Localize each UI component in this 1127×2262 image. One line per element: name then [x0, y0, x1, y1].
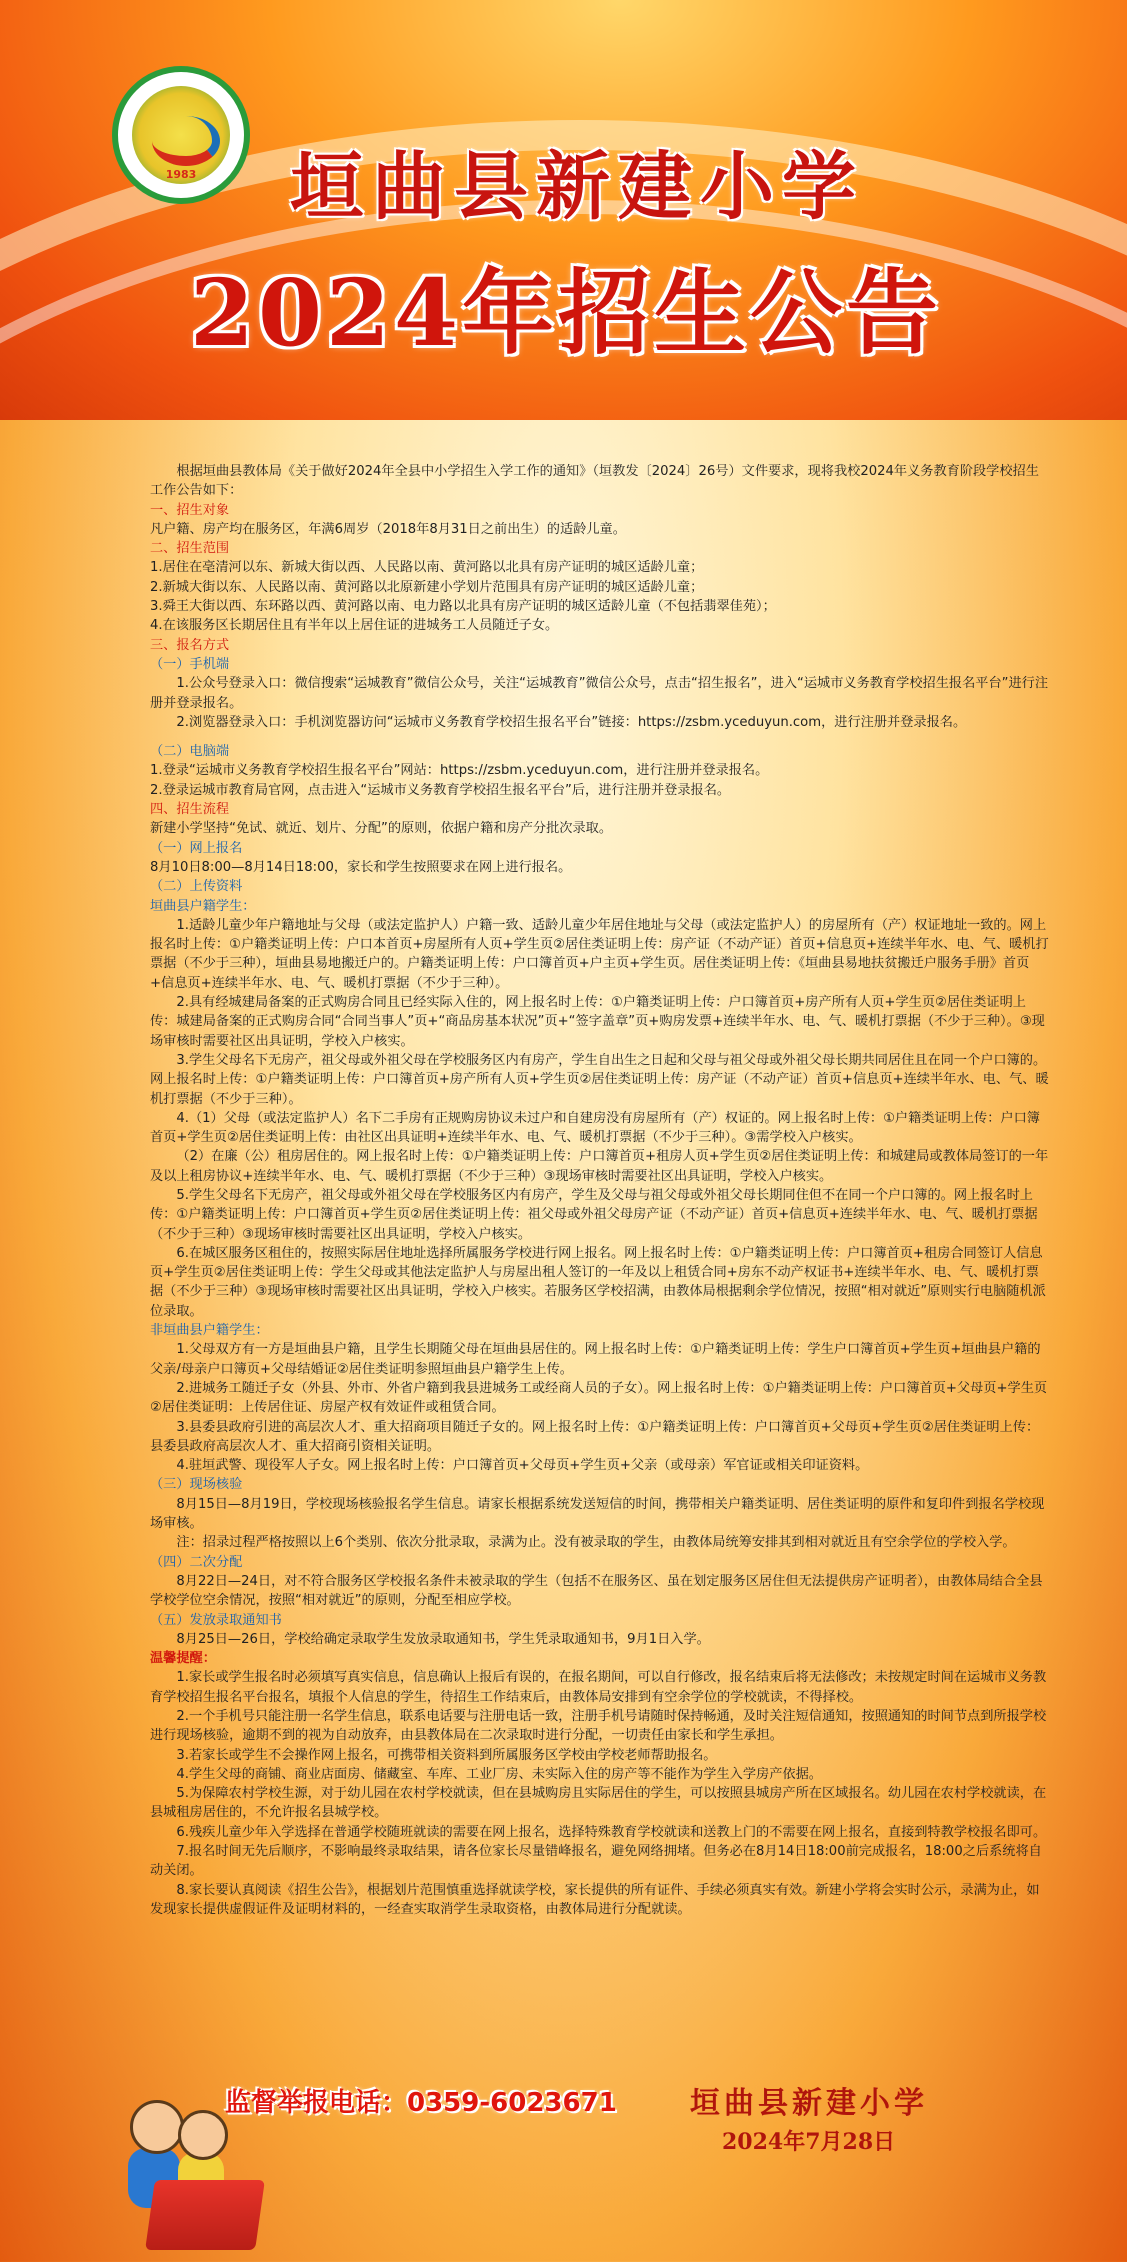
signature-date: 2024年7月28日 — [722, 2129, 896, 2155]
tip-item: 4.学生父母的商铺、商业店面房、储藏室、车库、工业厂房、未实际入住的房产等不能作为学生入学房产依据。 — [176, 1766, 822, 1782]
subsection-title: （四）二次分配 — [150, 1554, 243, 1570]
list-item: 5.学生父母名下无房产，祖父母或外祖父母在学校服务区内有房产，学生及父母与祖父母或外祖父母长期同住但不在同一个户口簿的。网上报名时上传：①户籍类证明上传：户口簿首页+学生页②居住类证明上传：祖父母或外祖父母房产证（不动产证）首页+信息页+连续半年水、电、气、暖机打票据（不少于三种）③现场审核时需要社区出具证明，学校入户核实。 — [150, 1187, 1038, 1242]
list-item: 2.具有经城建局备案的正式购房合同且已经实际入住的，网上报名时上传：①户籍类证明上传：户口簿首页+房产所有人页+学生页②居住类证明上传：城建局备案的正式购房合同“合同当事人”页+“商品房基本状况”页+“签字盖章”页+购房发票+连续半年水、电、气、暖机打票据（不少于三种）。③现场审核时需要社区出具证明，学校入户核实。 — [150, 995, 1045, 1049]
section-title: 三、报名方式 — [150, 637, 230, 653]
list-item: 1.居住在亳清河以东、新城大街以西、人民路以南、黄河路以北具有房产证明的城区适龄儿童； — [150, 560, 704, 576]
section-text: 新建小学坚持“免试、就近、划片、分配”的原则，依据户籍和房产分批次录取。 — [150, 821, 613, 837]
tip-item: 6.残疾儿童少年入学选择在普通学校随班就读的需要在网上报名，选择特殊教育学校就读和送教上门的不需要在网上报名，直接到特教学校报名即可。 — [176, 1824, 1047, 1840]
list-item: 2.浏览器登录入口：手机浏览器访问“运城市义务教育学校招生报名平台”链接：https://zsbm.yceduyun.com，进行注册并登录报名。 — [176, 714, 967, 730]
list-item: 4.在该服务区长期居住且有半年以上居住证的进城务工人员随迁子女。 — [150, 618, 559, 634]
list-item: 3.县委县政府引进的高层次人才、重大招商项目随迁子女的。网上报名时上传：①户籍类证明上传：户口簿首页+父母页+学生页②居住类证明上传：县委县政府高层次人才、重大招商引资相关证明。 — [150, 1419, 1040, 1454]
notice-body — [150, 462, 1050, 1919]
tip-item: 2.一个手机号只能注册一名学生信息，联系电话要与注册电话一致，注册手机号请随时保持畅通，及时关注短信通知，按照通知的时间节点到所报学校进行现场核验，逾期不到的视为自动放弃，由县教体局在二次录取时进行分配，一切责任由家长和学生承担。 — [150, 1709, 1047, 1744]
hotline: 监督举报电话：0359-6023671 — [225, 2088, 617, 2118]
list-item: 1.登录“运城市义务教育学校招生报名平台”网站：https://zsbm.yceduyun.com，进行注册并登录报名。 — [150, 763, 769, 779]
tips-title: 温馨提醒： — [150, 1651, 216, 1667]
list-item: 6.在城区服务区租住的，按照实际居住地址选择所属服务学校进行网上报名。网上报名时上传：①户籍类证明上传：户口簿首页+租房合同签订人信息页+学生页②居住类证明上传：学生父母或其他法定监护人与房屋出租人签订的一年及以上租赁合同+房东不动产权证书+连续半年水、电、气、暖机打票据（不少于三种）③现场审核时需要社区出具证明，学校入户核实。若服务区学校招满，由教体局根据剩余学位情况，按照“相对就近”原则实行电脑随机派位录取。 — [150, 1245, 1046, 1319]
signature-school: 垣曲县新建小学 — [690, 2086, 928, 2121]
list-item: 1.父母双方有一方是垣曲县户籍，且学生长期随父母在垣曲县居住的。网上报名时上传：①户籍类证明上传：学生户口簿首页+学生页+垣曲县户籍的父亲/母亲户口簿页+父母结婚证②居住类证明参照垣曲县户籍学生上传。 — [150, 1342, 1041, 1377]
section-text: 8月25日—26日，学校给确定录取学生发放录取通知书，学生凭录取通知书，9月1日入学。 — [176, 1631, 710, 1647]
list-item: 1.公众号登录入口：微信搜索“运城教育”微信公众号，关注“运城教育”微信公众号，点击“招生报名”，进入“运城市义务教育学校招生报名平台”进行注册并登录报名。 — [150, 676, 1049, 711]
list-item: 4.（1）父母（或法定监护人）名下二手房有正规购房协议未过户和自建房没有房屋所有（产）权证的。网上报名时上传：①户籍类证明上传：户口簿首页+学生页②居住类证明上传：由社区出具证明+连续半年水、电、气、暖机打票据（不少于三种）。③需学校入户核实。 — [150, 1110, 1040, 1146]
school-logo — [112, 66, 250, 204]
section-text: 8月15日—8月19日，学校现场核验报名学生信息。请家长根据系统发送短信的时间，携带相关户籍类证明、居住类证明的原件和复印件到报名学校现场审核。 — [150, 1496, 1045, 1532]
section-title: 一、招生对象 — [150, 502, 230, 518]
list-item: 2.新城大街以东、人民路以南、黄河路以北原新建小学划片范围具有房产证明的城区适龄儿童； — [150, 579, 704, 595]
intro-paragraph: 根据垣曲县教体局《关于做好2024年全县中小学招生入学工作的通知》（垣教发〔2024〕26号）文件要求，现将我校2024年义务教育阶段学校招生工作公告如下： — [150, 464, 1039, 499]
tip-item: 5.为保障农村学校生源，对于幼儿园在农村学校就读，但在县城购房且实际居住的学生，可以按照县城房产所在区域报名。幼儿园在农村学校就读，在县城租房居住的，不允许报名县城学校。 — [150, 1786, 1047, 1821]
child-face — [178, 2110, 228, 2160]
section-text: 凡户籍、房产均在服务区，年满6周岁（2018年8月31日之前出生）的适龄儿童。 — [150, 521, 626, 537]
notice-title: 2024年招生公告 — [190, 259, 943, 367]
subsection-title: （三）现场核验 — [150, 1477, 243, 1493]
logo-runner-icon — [152, 116, 220, 166]
book-illustration — [145, 2180, 265, 2250]
list-item: 2.进城务工随迁子女（外县、外市、外省户籍到我县进城务工或经商人员的子女）。网上报名时上传：①户籍类证明上传：户口簿首页+父母页+学生页②居住类证明：上传居住证、房屋产权有效证件或租赁合同。 — [150, 1380, 1048, 1416]
list-item: 2.登录运城市教育局官网，点击进入“运城市义务教育学校招生报名平台”后，进行注册并登录报名。 — [150, 782, 731, 798]
tip-item: 3.若家长或学生不会操作网上报名，可携带相关资料到所属服务区学校由学校老师帮助报名。 — [176, 1747, 717, 1763]
section-title: 四、招生流程 — [150, 802, 230, 818]
section-text: 8月10日8:00—8月14日18:00，家长和学生按照要求在网上进行报名。 — [150, 859, 572, 875]
list-item: 3.舜王大街以西、东环路以西、黄河路以南、电力路以北具有房产证明的城区适龄儿童（不包括翡翠佳苑）； — [150, 599, 776, 615]
subsection-title: （一）网上报名 — [150, 840, 243, 856]
list-item: 3.学生父母名下无房产，祖父母或外祖父母在学校服务区内有房产，学生自出生之日起和父母与祖父母或外祖父母长期共同居住且在同一个户口簿的。网上报名时上传：①户籍类证明上传：户口簿首页+房产所有人页+学生页②居住类证明上传：房产证（不动产证）首页+信息页+连续半年水、电、气、暖机打票据（不少于三种）。 — [150, 1052, 1049, 1107]
list-item: 4.驻垣武警、现役军人子女。网上报名时上传：户口簿首页+父母页+学生页+父亲（或母亲）军官证或相关印证资料。 — [176, 1458, 869, 1474]
list-item: （2）在廉（公）租房居住的。网上报名时上传：①户籍类证明上传：户口簿首页+租房人页+学生页②居住类证明上传：和城建局或教体局签订的一年及以上租房协议+连续半年水、电、气、暖机打票据（不少于三种）③现场审核时需要社区出具证明，学校入户核实。 — [150, 1149, 1049, 1184]
subsection-title: （二）电脑端 — [150, 744, 230, 760]
section-title: 二、招生范围 — [150, 541, 230, 557]
child-face — [130, 2100, 184, 2154]
tip-item: 8.家长要认真阅读《招生公告》，根据划片范围慎重选择就读学校，家长提供的所有证件、手续必须真实有效。新建小学将会实时公示，录满为止，如发现家长提供虚假证件及证明材料的，一经查实取消学生录取资格，由教体局进行分配就读。 — [150, 1882, 1040, 1917]
subsection-title: （一）手机端 — [150, 656, 230, 672]
school-name: 垣曲县新建小学 — [290, 144, 864, 230]
group-title: 垣曲县户籍学生： — [150, 898, 256, 914]
group-title: 非垣曲县户籍学生： — [150, 1323, 269, 1339]
tip-item: 1.家长或学生报名时必须填写真实信息，信息确认上报后有误的，在报名期间，可以自行修改，报名结束后将无法修改；未按规定时间在运城市义务教育学校招生报名平台报名，填报个人信息的学生，待招生工作结束后，由教体局安排到有空余学位的学校就读，不得择校。 — [150, 1670, 1047, 1705]
tip-item: 7.报名时间无先后顺序，不影响最终录取结果，请各位家长尽量错峰报名，避免网络拥堵。但务必在8月14日18:00前完成报名，18:00之后系统将自动关闭。 — [150, 1844, 1042, 1879]
section-note: 注：招录过程严格按照以上6个类别、依次分批录取，录满为止。没有被录取的学生，由教体局统筹安排其到相对就近且有空余学位的学校入学。 — [176, 1535, 1016, 1551]
subsection-title: （五）发放录取通知书 — [150, 1612, 282, 1628]
section-text: 8月22日—24日，对不符合服务区学校报名条件未被录取的学生（包括不在服务区、虽在划定服务区居住但无法提供房产证明者），由教体局结合全县学校学位空余情况，按照“相对就近”的原则，分配至相应学校。 — [150, 1573, 1043, 1609]
subsection-title: （二）上传资料 — [150, 879, 243, 895]
list-item: 1.适龄儿童少年户籍地址与父母（或法定监护人）户籍一致、适龄儿童少年居住地址与父母（或法定监护人）的房屋所有（产）权证地址一致的。网上报名时上传：①户籍类证明上传：户口本首页+房屋所有人页+学生页②居住类证明上传：房产证（不动产证）首页+信息页+连续半年水、电、气、暖机打票据（不少于三种），垣曲县易地搬迁户的。户籍类证明上传：户口簿首页+户主页+学生页。居住类证明上传：《垣曲县易地扶贫搬迁户服务手册》首页+信息页+连续半年水、电、气、暖机打票据（不少于三种）。 — [150, 917, 1049, 991]
logo-year: 1983 — [165, 168, 197, 181]
